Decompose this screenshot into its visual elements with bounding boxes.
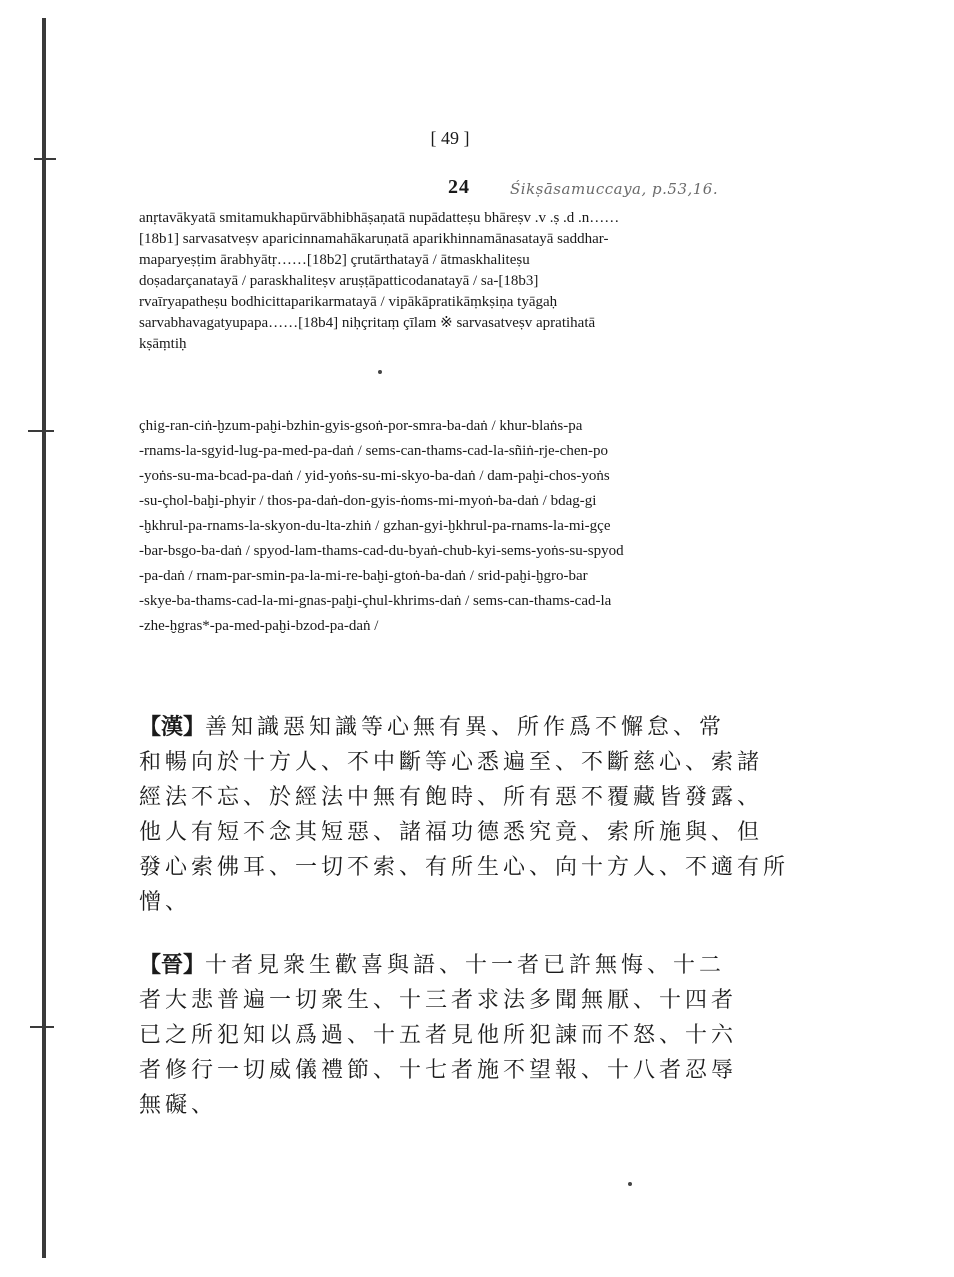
chinese-jin-line: 者修行一切威儀禮節、十七者施不望報、十八者忍辱: [139, 1058, 738, 1083]
chinese-jin-line: 無礙、: [139, 1093, 218, 1118]
chinese-jin-paragraph: [139, 948, 805, 1123]
sanskrit-line: rvaīryapatheṣu bodhicittaparikarmatayā / vipākāpratikāṃkṣiṇa tyāgaḥ: [139, 294, 558, 310]
chinese-han-line: 經法不忘、於經法中無有飽時、所有惡不覆藏皆發露、: [139, 785, 764, 810]
tibetan-line: -yoṅs-su-ma-bcad-pa-daṅ / yid-yoṅs-su-mi-skyo-ba-daṅ / dam-paḫi-chos-yoṅs: [139, 468, 610, 484]
sanskrit-paragraph: [139, 208, 805, 355]
tibetan-line: -pa-daṅ / rnam-par-smin-pa-la-mi-re-baḫi-gtoṅ-ba-daṅ / srid-paḫi-ḫgro-bar: [139, 568, 588, 584]
chinese-jin-line: [139, 948, 805, 983]
edge-tick: [34, 158, 56, 160]
tibetan-line: -bar-bsgo-ba-daṅ / spyod-lam-thams-cad-du-byaṅ-chub-kyi-sems-yoṅs-su-spyod: [139, 543, 624, 559]
han-label: 【漢】: [139, 715, 206, 740]
chinese-han-paragraph: [139, 710, 805, 920]
sanskrit-line: [18b1] sarvasatveṣv aparicinnamahākaruṇatā aparikhinnamānasatayā saddhar-: [139, 231, 609, 247]
chinese-jin-line: 已之所犯知以爲過、十五者見他所犯諫而不怒、十六: [139, 1023, 738, 1048]
tibetan-line: -skye-ba-thams-cad-la-mi-gnas-paḫi-çhul-khrims-daṅ / sems-can-thams-cad-la: [139, 593, 612, 609]
edge-tick: [28, 430, 54, 432]
jin-label: 【晉】: [139, 953, 206, 978]
edge-tick: [30, 1026, 54, 1028]
sanskrit-line: doṣadarçanatayā / paraskhaliteṣv aruṣṭāpatticodanatayā / sa-[18b3]: [139, 273, 539, 289]
sanskrit-line: kṣāṃtiḥ: [139, 336, 187, 352]
tibetan-paragraph: [139, 414, 805, 639]
tibetan-line: çhig-ran-ciṅ-ḫzum-paḫi-bzhin-gyis-gsoṅ-por-smra-ba-daṅ / khur-blaṅs-pa: [139, 418, 583, 434]
chinese-han-line: 發心索佛耳、一切不索、有所生心、向十方人、不適有所: [139, 855, 790, 880]
section-number: 24: [448, 176, 470, 198]
chinese-han-line-text: 善知識惡知識等心無有異、所作爲不懈怠、常: [205, 715, 726, 740]
page-number: [ 49 ]: [430, 128, 470, 148]
tibetan-line: -zhe-ḫgras*-pa-med-paḫi-bzod-pa-daṅ /: [139, 618, 379, 634]
tibetan-line: -ḫkhrul-pa-rnams-la-skyon-du-lta-zhiṅ / gzhan-gyi-ḫkhrul-pa-rnams-la-mi-gçe: [139, 518, 611, 534]
tibetan-line: -rnams-la-sgyid-lug-pa-med-pa-daṅ / sems-can-thams-cad-la-sñiṅ-rje-chen-po: [139, 443, 608, 459]
sanskrit-line: sarvabhavagatyupapa……[18b4] niḥçritaṃ çīlam ※ sarvasatveṣv apratihatā: [139, 315, 596, 331]
sanskrit-line: maparyeṣṭim ārabhyātṛ……[18b2] çrutārthatayā / ātmaskhaliteṣu: [139, 252, 530, 268]
scan-speck: [628, 1182, 632, 1186]
chinese-jin-line: 者大悲普遍一切衆生、十三者求法多聞無厭、十四者: [139, 988, 738, 1013]
scan-speck: [378, 370, 382, 374]
sanskrit-line: anṛtavākyatā smitamukhapūrvābhibhāṣaṇatā nupādatteṣu bhāreṣv .v .ṣ .d .n……: [139, 210, 620, 226]
chinese-han-line: 憎、: [139, 890, 192, 915]
handwritten-note: Śikṣāsamuccaya, p.53,16.: [510, 180, 719, 198]
chinese-han-line: [139, 710, 805, 745]
tibetan-line: -su-çhol-baḫi-phyir / thos-pa-daṅ-don-gyis-ṅoms-mi-myoṅ-ba-daṅ / bdag-gi: [139, 493, 597, 509]
binding-edge: [42, 18, 46, 1258]
chinese-jin-line-text: 十者見衆生歡喜與語、十一者已許無悔、十二: [205, 953, 726, 978]
chinese-han-line: 和暢向於十方人、不中斷等心悉遍至、不斷慈心、索諸: [139, 750, 764, 775]
chinese-han-line: 他人有短不念其短惡、諸福功德悉究竟、索所施與、但: [139, 820, 764, 845]
